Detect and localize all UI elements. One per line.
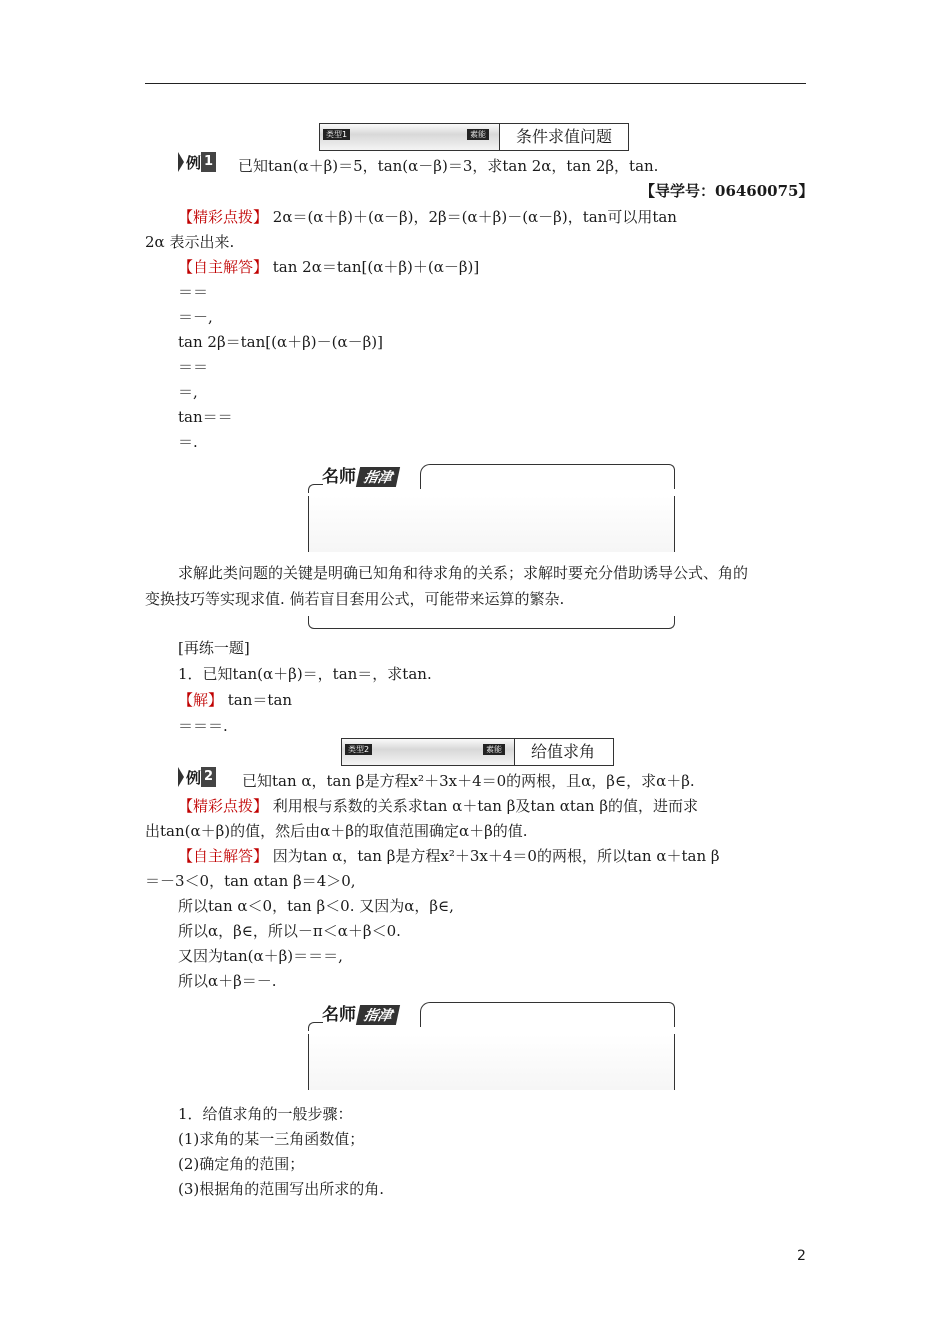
answer-line: ＝. — [178, 433, 198, 451]
practice-solution-cont: ＝＝＝. — [178, 717, 228, 735]
example2-hint-cont: 出tan(α＋β)的值，然后由α＋β的取值范围确定α＋β的值. — [145, 822, 528, 840]
guide1-text-cont: 变换技巧等实现求值. 倘若盲目套用公式，可能带来运算的繁杂. — [145, 590, 565, 608]
example1-question: 已知tan(α＋β)＝5，tan(α－β)＝3，求tan 2α，tan 2β，tan. — [238, 157, 659, 175]
header-rule — [145, 83, 806, 84]
section-banner-2 — [341, 738, 614, 766]
guide2-item: (2)确定角的范围； — [178, 1155, 305, 1173]
section-tag-2: 素能 — [467, 129, 489, 140]
answer-line: tan 2β＝tan[(α＋β)－(α－β)] — [178, 333, 383, 351]
answer-line: tan＝＝ — [178, 408, 233, 426]
practice-question: 1．已知tan(α＋β)＝，tan＝，求tan. — [178, 665, 432, 683]
answer-line: 所以α，β∈，所以－π＜α＋β＜0. — [178, 922, 401, 940]
guide2-item: 1．给值求角的一般步骤： — [178, 1105, 353, 1123]
answer-line: ＝－, — [178, 308, 213, 326]
guide-number: 【导学号：06460075】 — [640, 182, 814, 200]
section-tag-2: 素能 — [483, 744, 505, 755]
example-badge-2: 例 2 — [178, 767, 216, 787]
answer-line: 所以tan α＜0，tan β＜0. 又因为α，β∈, — [178, 897, 454, 915]
page-number: 2 — [797, 1248, 806, 1264]
guide2-item: (1)求角的某一三角函数值； — [178, 1130, 365, 1148]
solution-label: 【解】 — [178, 691, 224, 709]
answer-line: 又因为tan(α＋β)＝＝＝, — [178, 947, 343, 965]
answer-line: ＝＝ — [178, 358, 209, 376]
arrow-icon — [178, 152, 184, 172]
hint-label: 【精彩点拨】 — [178, 797, 269, 815]
example2-question: 已知tan α，tan β是方程x²＋3x＋4＝0的两根，且α，β∈，求α＋β. — [242, 772, 695, 790]
example1-hint: 【精彩点拨】 2α＝(α＋β)＋(α－β)，2β＝(α＋β)－(α－β)，tan可以用tan — [178, 208, 677, 226]
section-banner-1 — [319, 123, 629, 151]
example1-hint-cont: 2α 表示出来. — [145, 233, 235, 251]
answer-line: 所以α＋β＝－. — [178, 972, 277, 990]
answer-label: 【自主解答】 — [178, 847, 269, 865]
hint-label: 【精彩点拨】 — [178, 208, 269, 226]
answer-label: 【自主解答】 — [178, 258, 269, 276]
guide2-item: (3)根据角的范围写出所求的角. — [178, 1180, 385, 1198]
guide1-text: 求解此类问题的关键是明确已知角和待求角的关系；求解时要充分借助诱导公式、角的 — [178, 564, 749, 582]
teacher-guide-2 — [308, 1000, 675, 1096]
section-title: 条件求值问题 — [499, 123, 629, 151]
answer-line: ＝, — [178, 383, 198, 401]
answer-line: ＝＝ — [178, 283, 209, 301]
arrow-icon — [178, 767, 184, 787]
answer-line: ＝－3＜0，tan αtan β＝4＞0, — [145, 872, 356, 890]
example2-answer: 【自主解答】 因为tan α，tan β是方程x²＋3x＋4＝0的两根，所以tan α＋tan β — [178, 847, 720, 865]
example2-hint: 【精彩点拨】 利用根与系数的关系求tan α＋tan β及tan αtan β的值，进而求 — [178, 797, 698, 815]
section-title: 给值求角 — [514, 738, 614, 766]
section-tag: 类型1 — [323, 129, 350, 140]
guide-title: 名师 指津 — [322, 462, 398, 487]
guide-title: 名师 指津 — [322, 1000, 398, 1025]
practice-solution: 【解】 tan＝tan — [178, 691, 293, 709]
example-badge-1: 例 1 — [178, 152, 216, 172]
practice-heading: [再练一题] — [178, 639, 250, 657]
section-tag: 类型2 — [345, 744, 372, 755]
example1-answer: 【自主解答】 tan 2α＝tan[(α＋β)＋(α－β)] — [178, 258, 480, 276]
